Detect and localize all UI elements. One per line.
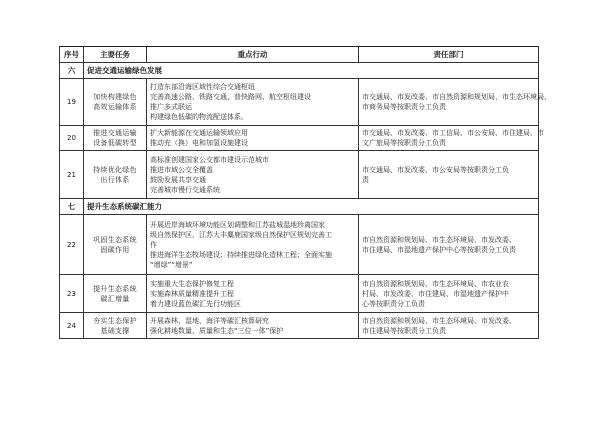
row-dept	[359, 126, 544, 151]
dept-line: 市交通局、市发改委、市自然资源和规划局、市生态环境局、	[362, 93, 551, 101]
row-no: 23	[60, 275, 84, 313]
dept-line: 市自然资源和规划局、市生态环境局、市发改委、	[362, 316, 516, 325]
task-line: 高效运输体系	[93, 103, 137, 111]
header-dept: 责任部门	[359, 47, 539, 63]
section-row	[60, 63, 539, 79]
table-row	[60, 313, 539, 339]
dept-line: 责	[362, 175, 369, 184]
row-dept	[359, 275, 539, 313]
dept-line: 市自然资源和规划局、市生态环境局、市发改委、	[362, 235, 516, 244]
row-no: 20	[60, 126, 84, 151]
dept-line: 市住建局、市湿地遗产保护中心等按职责分工负责	[362, 245, 516, 254]
row-dept	[359, 151, 539, 199]
row-dept	[359, 215, 539, 275]
row-no: 21	[60, 151, 84, 199]
row-dept	[359, 313, 539, 339]
action-line: 完善城市慢行交通系统	[150, 185, 220, 194]
section-no: 七	[60, 199, 84, 215]
section-no: 六	[60, 63, 84, 79]
row-task	[84, 151, 147, 199]
dept-line: 市商务局等按职责分工负责	[362, 103, 446, 111]
task-line: 夯实生态保护	[93, 316, 137, 325]
task-line: 推进交通运输	[93, 129, 137, 137]
row-actions	[147, 151, 359, 199]
action-line: 高标准创建国家公交都市建设示范城市	[150, 155, 269, 164]
table-row	[60, 79, 539, 126]
section-row	[60, 199, 539, 215]
action-line: 构建绿色低碳的物流配送体系。	[150, 113, 248, 121]
header-task: 主要任务	[84, 47, 147, 63]
header-no: 序号	[60, 47, 84, 63]
task-line: 碳汇增量	[100, 294, 130, 303]
row-actions	[147, 79, 359, 126]
task-table	[59, 46, 551, 339]
row-no: 19	[60, 79, 84, 126]
row-task	[84, 215, 147, 275]
task-line: 固碳作用	[100, 245, 130, 254]
header-action: 重点行动	[147, 47, 359, 63]
action-line: “增绿”“增景”	[150, 260, 193, 269]
action-line: 实施重大生态保护修复工程	[150, 279, 234, 288]
header-row	[60, 47, 539, 63]
action-line: 实施森林质量精准提升工程	[150, 289, 234, 298]
action-line: 推进海洋生态牧场建设；持续推进绿化造林工程；全面实施	[150, 250, 332, 259]
action-line: 开展近岸海域环境功能区划调整和江苏盐城湿地珍禽国家	[150, 220, 325, 229]
action-line: 着力建设蓝色碳汇先行功能区	[150, 299, 241, 308]
action-line: 开展森林、湿地、海洋等碳汇核算研究	[150, 316, 269, 325]
task-line: 持续优化绿色	[93, 165, 137, 174]
task-line: 设备低碳转型	[93, 139, 137, 147]
row-actions	[147, 275, 359, 313]
row-actions	[147, 313, 359, 339]
task-line: 巩固生态系统	[93, 235, 137, 244]
dept-line: 村局、市发改委、市住建局、市湿地遗产保护中	[362, 289, 509, 298]
row-task	[84, 126, 147, 151]
dept-line: 市交通局、市发改委、市公安局等按职责分工负	[362, 165, 509, 174]
dept-line: 市住建局等按职责分工负责	[362, 326, 446, 335]
task-line: 加快构建绿色	[93, 93, 137, 101]
row-actions	[147, 215, 359, 275]
table-row	[60, 126, 539, 151]
action-line: 推动充（换）电和加氢设施建设	[150, 139, 248, 147]
dept-line: 文广旅局等按职责分工负责	[362, 139, 446, 147]
row-task	[84, 275, 147, 313]
row-task	[84, 313, 147, 339]
dept-line: 心等按职责分工负责	[362, 299, 425, 308]
row-no: 22	[60, 215, 84, 275]
section-title: 促进交通运输绿色发展	[84, 63, 539, 79]
action-line: 作	[150, 240, 157, 249]
dept-line: 市自然资源和规划局、市生态环境局、市农业农	[362, 279, 509, 288]
action-line: 扩大新能源在交通运输领域应用	[150, 129, 248, 137]
action-line: 强化耕地数量、质量和生态“三位一体”保护	[150, 326, 284, 335]
table-row	[60, 215, 539, 275]
action-line: 推进市域公交全覆盖	[150, 165, 213, 174]
row-no: 24	[60, 313, 84, 339]
task-line: 出行体系	[100, 175, 130, 184]
task-line: 基础支撑	[100, 326, 130, 335]
row-actions	[147, 126, 359, 151]
table-row	[60, 151, 539, 199]
row-dept	[359, 79, 551, 126]
action-line: 鼓励发展共享交通	[150, 175, 206, 184]
dept-line: 市交通局、市发改委、市工信局、市公安局、市住建局、市	[362, 129, 544, 137]
section-title: 提升生态系统碳汇能力	[84, 199, 539, 215]
action-line: 打造东部沿海区域性综合交通枢纽	[150, 83, 255, 91]
task-line: 提升生态系统	[93, 284, 137, 293]
row-task	[84, 79, 147, 126]
action-line: 完善高速公路、铁路交通、普快路网、航空枢纽建设	[150, 93, 311, 101]
table-row	[60, 275, 539, 313]
action-line: 推广多式联运	[150, 103, 192, 111]
action-line: 级自然保护区、江苏大丰麋鹿国家级自然保护区规划完善工	[150, 230, 332, 239]
